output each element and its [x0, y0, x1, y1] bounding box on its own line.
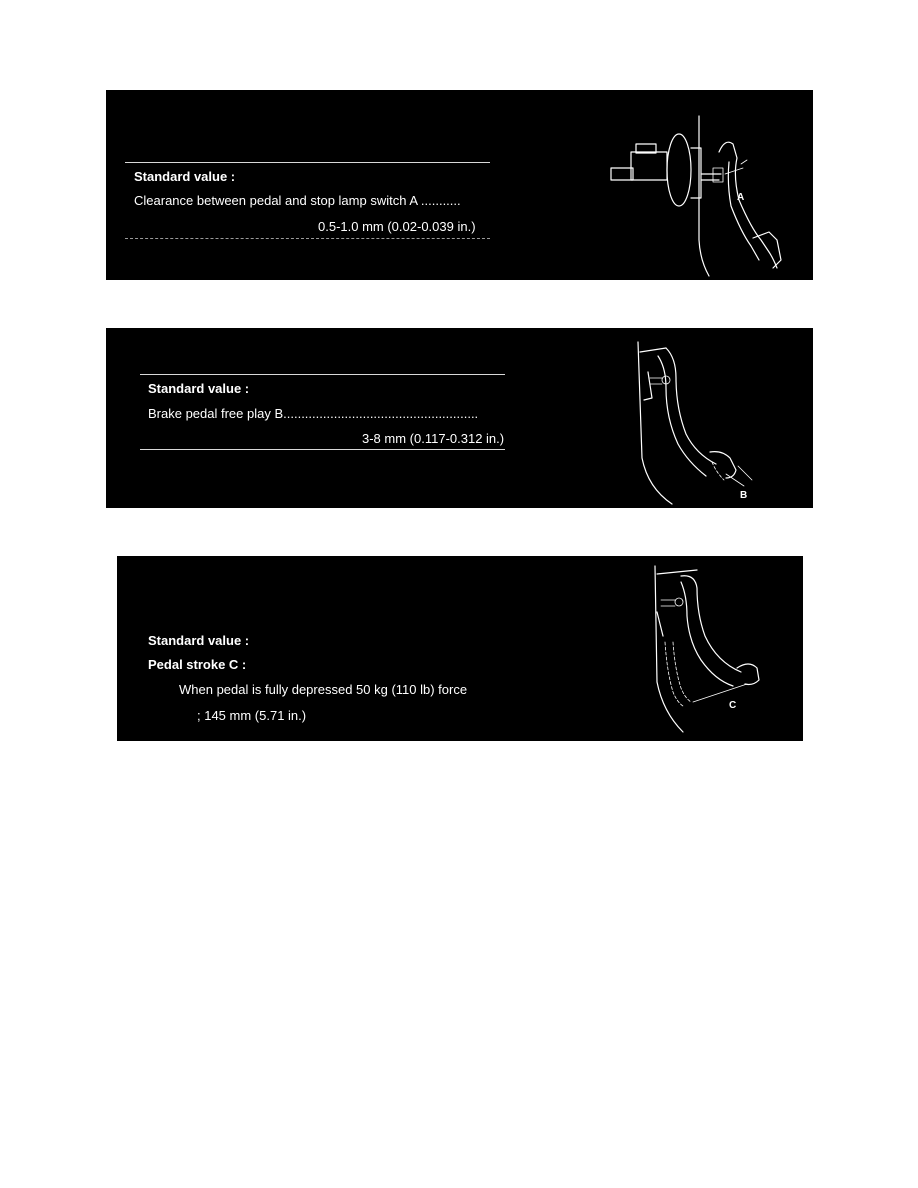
bracket-top	[640, 348, 666, 352]
bottom-rule	[125, 238, 490, 239]
firewall-line	[638, 342, 672, 504]
label-b: B	[740, 490, 748, 501]
pedal-stroke-panel	[117, 556, 803, 741]
pedal-stroke-heading: Pedal stroke C :	[148, 657, 247, 672]
pedal-stroke-value: ; 145 mm (5.71 in.)	[197, 708, 307, 723]
pedal-arm-front	[681, 582, 733, 686]
master-cylinder-body	[631, 152, 667, 180]
top-rule	[125, 162, 490, 163]
depressed-pedal-dashed-2	[673, 642, 691, 702]
pushrod	[701, 174, 721, 180]
pedal-pad	[710, 452, 736, 478]
pedal-free-play-illustration	[626, 338, 806, 508]
bracket-side	[644, 372, 652, 400]
pedal-arm-back	[666, 348, 716, 464]
firewall-line	[655, 566, 683, 732]
pedal-arm-front	[658, 356, 706, 476]
pushrod	[650, 378, 662, 384]
free-play-value: 3-8 mm (0.117-0.312 in.)	[362, 431, 505, 446]
booster-shell	[667, 134, 691, 206]
clevis-pin	[675, 598, 683, 606]
bottom-rule	[140, 449, 505, 450]
standard-value-heading: Standard value :	[134, 169, 236, 184]
pedal-stop-lamp-switch-illustration	[601, 110, 801, 280]
pedal-stroke-description: When pedal is fully depressed 50 kg (110 lb) force	[179, 682, 468, 697]
stop-lamp-switch-clearance-panel	[106, 90, 813, 280]
bracket-side	[657, 612, 663, 636]
pedal-arm-front	[719, 142, 777, 268]
pedal-stroke-illustration	[637, 562, 797, 738]
top-rule	[140, 374, 505, 375]
stroke-dimension-line	[693, 684, 747, 702]
standard-value-heading: Standard value :	[148, 633, 250, 648]
free-play-description: Brake pedal free play B......................................................	[148, 406, 479, 421]
pedal-pad	[737, 664, 759, 685]
master-cylinder-nose	[611, 168, 633, 180]
depressed-pedal-dashed	[665, 642, 683, 706]
brake-pedal-free-play-panel	[106, 328, 813, 508]
pushrod	[661, 600, 675, 606]
bracket-top	[657, 570, 697, 574]
free-play-dashed-position	[712, 462, 724, 480]
standard-value-heading: Standard value :	[148, 381, 250, 396]
clearance-value: 0.5-1.0 mm (0.02-0.039 in.)	[318, 219, 476, 234]
label-c: C	[729, 700, 737, 711]
free-play-arrows	[726, 466, 752, 486]
pedal-arm-back	[681, 576, 741, 672]
clearance-description: Clearance between pedal and stop lamp switch A ...........	[134, 193, 461, 208]
label-a: A	[737, 192, 745, 203]
